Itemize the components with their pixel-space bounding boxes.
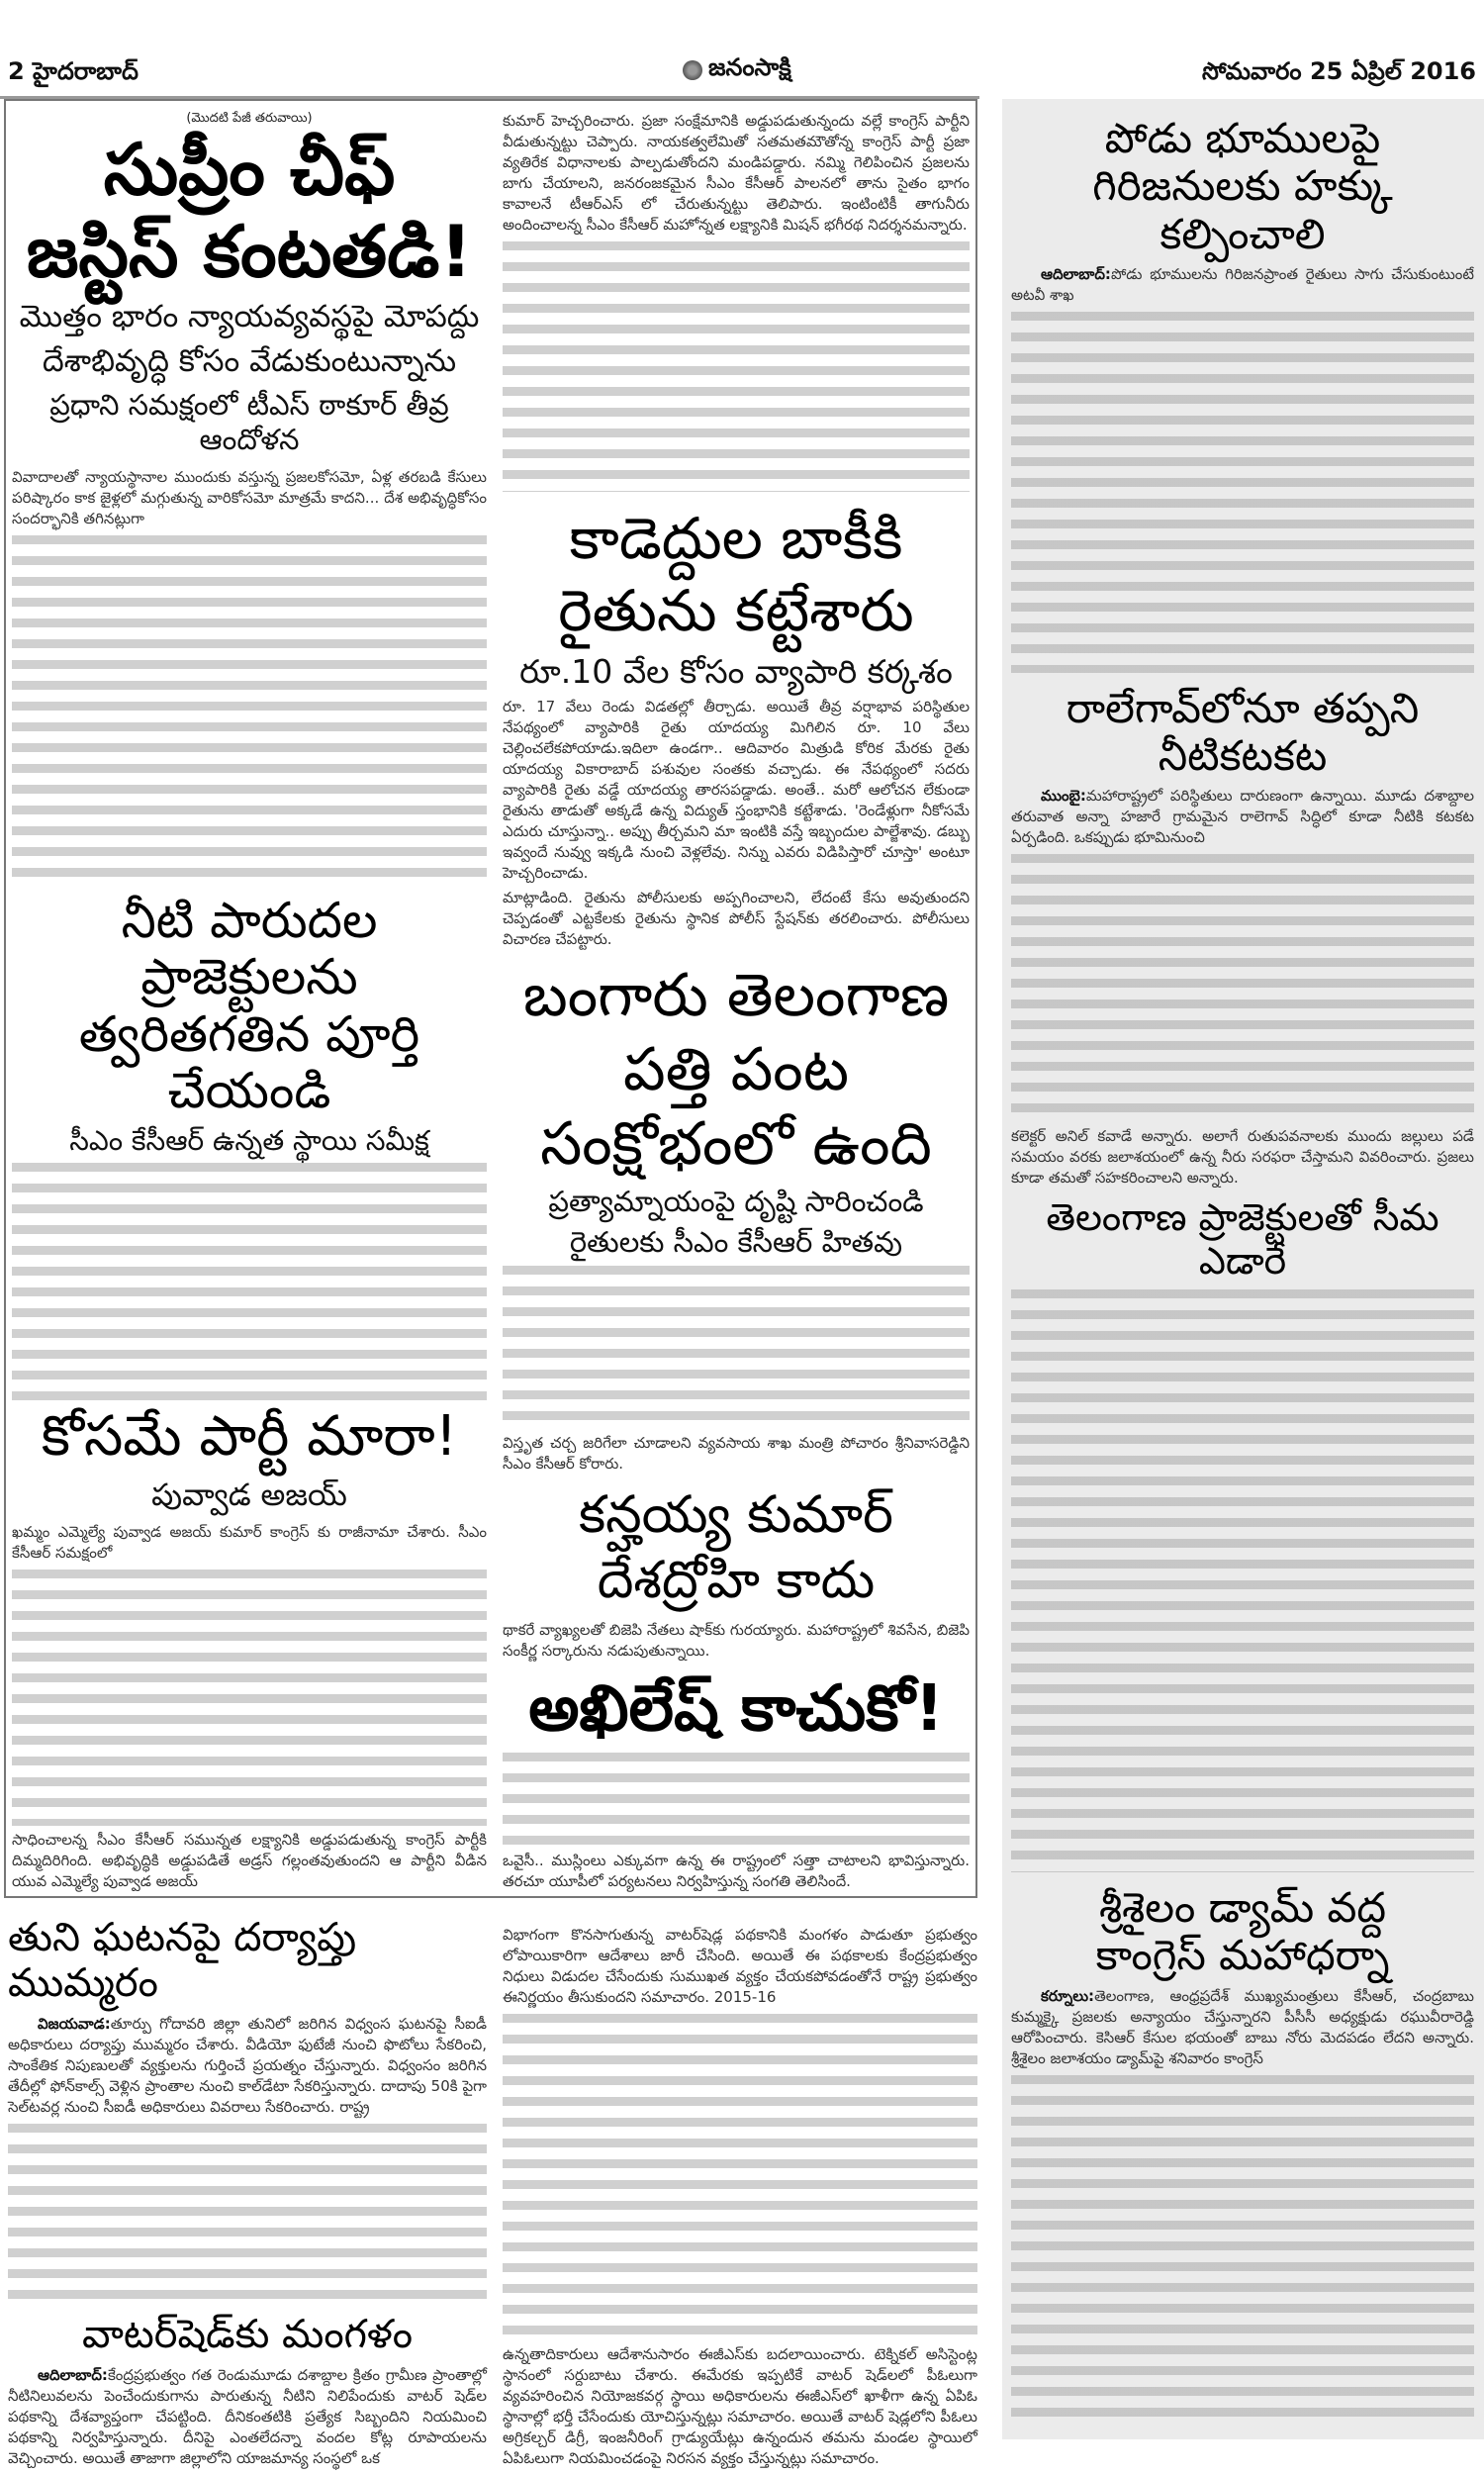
body-text: కేంద్రప్రభుత్వం గత రెండుమూడు దశాబ్దాల క్రితం గ్రామీణ ప్రాంతాల్లో నీటినిలువలను పెంచేందుకుగాను పారుతున్న నీటిని నిలిపేందుకు వాటర్ షెడ్‌ల పథకాన్ని దేశవ్యాప్తంగా చేపట్టింది. దీనికంతటికి ప్రత్యేక సిబ్బందిని నియమించి పథకాన్ని నిర్వహిస్తున్నారు. దీనిపై ఎంతలేదన్నా వందల కోట్ల రూపాయలను వెచ్చించారు. అయితే తాజాగా జిల్లాలోని యాజమాన్య సంస్థలో ఒక <box>8 2366 487 2467</box>
body-text: తెలంగాణ, ఆంధ్రప్రదేశ్ ముఖ్యమంత్రులు కేసీఆర్, చంద్రబాబు కుమ్మక్కై ప్రజలకు అన్యాయం చేస్తున్నారని పీసీసీ అధ్యక్షుడు రఘువీరారెడ్డి ఆరోపించారు. కెసిఆర్ కేసుల భయంతో బాబు నోరు మెదపడం లేదని అన్నారు. శ్రీశైలం జలాశయం డ్యామ్‌పై శనివారం కాంగ్రెస్ <box>1011 1986 1474 2067</box>
bottom-middle-column <box>503 1925 977 2469</box>
article-body: కుమార్ హెచ్చరించారు. ప్రజా సంక్షేమానికి అడ్డుపడుతున్నందు వల్లే కాంగ్రెస్ పార్టీని వీడుతున్నట్టు చెప్పారు. నాయకత్వలేమితో సతమతమౌతోన్న కాంగ్రెస్ పార్టీ ప్రజా వ్యతిరేక విధానాలకు పాల్పడుతోందని మండిపడ్డారు. నమ్మి గెలిపించిన ప్రజలను బాగు చేయాలని, జనరంజకమైన సీఎం కేసీఆర్ పాలనలో తాను సైతం భాగం కావాలనే టీఆర్ఎస్ లో చేరుతున్నట్టు తెలిపారు. ఇంటింటికీ తాగునీరు అందించాలన్న సీఎం కేసీఆర్ మహోన్నత లక్ష్యానికి మిషన్ భగీరథ నిదర్శనమన్నారు. <box>503 112 970 234</box>
headline: నీటి పారుదల ప్రాజెక్టులను <box>121 891 378 1006</box>
headline: రాలేగావ్‌లోనూ తప్పని నీటికటకట <box>1066 683 1420 780</box>
body-text-lines <box>1011 854 1474 1122</box>
headline: తెలంగాణ ప్రాజెక్టులతో సీమ ఎడారే <box>1046 1195 1439 1284</box>
article-body: రూ. 17 వేలు రెండు విడతల్లో తీర్చాడు. అయితే తీవ్ర వర్షాభావ పరిస్థితుల నేపథ్యంలో వ్యాపారికి రైతు యాదయ్య మిగిలిన రూ. 10 వేలు చెల్లించలేకపోయాడు.ఇదిలా ఉండగా.. ఆదివారం మిత్రుడి కోరిక మేరకు రైతు యాదయ్య వికారాబాద్ పశువుల సంతకు వచ్చాడు. ఈ నేపథ్యంలో సదరు వ్యాపారికి రైతు వడ్డే యాదయ్య తారసపడ్డాడు. అంతే.. మరో ఆలోచన లేకుండా రైతును తాడుతో అక్కడే ఉన్న విద్యుత్ స్తంభానికి కట్టేశాడు. 'రెండేళ్లుగా నీకోసమే ఎదురు చూస్తున్నా.. అప్పు తీర్చమని మా ఇంటికి వస్తే ఇబ్బందుల పాల్జేశావు. డబ్బు ఇవ్వందే నువ్వు ఇక్కడి నుంచి వెళ్లలేవు. నిన్ను ఎవరు విడిపిస్తారో చూస్తా' అంటూ హెచ్చరించాడు. <box>503 698 970 883</box>
article-body <box>1011 264 1474 306</box>
article-body-end: విస్తృత చర్చ జరిగేలా చూడాలని వ్యవసాయ శాఖ మంత్రి పోచారం శ్రీనివాసరెడ్డిని సీఎం కేసీఆర్ కోరారు. <box>503 1433 970 1473</box>
body-text-lines <box>8 2124 487 2308</box>
subheadline: రైతులకు సీఎం కేసీఆర్ హితవు <box>569 1225 903 1260</box>
article-body <box>1011 1986 1474 2069</box>
masthead-logo <box>683 53 791 87</box>
article-body: వివాదాలతో న్యాయస్థానాల ముందుకు వస్తున్న ప్రజలకోసమో, ఏళ్ల తరబడి కేసులు పరిష్కారం కాక జైళ్లలో మగ్గుతున్న వారికోసమో మాత్రమే కాదని... దేశ అభివృద్ధికోసం సందర్భానికి తగినట్లుగా <box>12 467 487 527</box>
article-body: థాకరే వ్యాఖ్యలతో బిజెపి నేతలు షాక్‌కు గురయ్యారు. మహారాష్ట్రలో శివసేన, బిజెపి సంకీర్ణ సర్కారును నడుపుతున్నాయి. <box>503 1621 970 1661</box>
sidebar-column <box>1011 115 1474 2430</box>
body-text-lines <box>503 2014 977 2340</box>
headline: కోసమే పార్టీ మారా! <box>41 1404 458 1470</box>
headline: సుప్రీం చీఫ్ <box>103 128 396 211</box>
subheadline: మొత్తం భారం న్యాయవ్యవస్థపై మోపద్దు <box>19 298 480 334</box>
article-body-end: ఒవైసీ.. ముస్లింలు ఎక్కువగా ఉన్న ఈ రాష్ట్రంలో సత్తా చాటాలని భావిస్తున్నారు. తరచూ యూపీలో పర్యటనలు నిర్వహిస్తున్న సంగతి తెలిసిందే. <box>503 1852 970 1890</box>
headline: కన్హయ్య కుమార్ <box>579 1484 893 1545</box>
subheadline: ప్రత్యామ్నాయంపై దృష్టి సారించండి <box>548 1185 924 1219</box>
article-body: ఖమ్మం ఎమ్మెల్యే పువ్వాడ అజయ్ కుమార్ కాంగ్రెస్ కు రాజీనామా చేశారు. సీఎం కేసీఆర్ సమక్షంలో <box>12 1523 487 1563</box>
continued-label: (మొదటి పేజీ తరువాయి) <box>186 111 313 126</box>
subheadline: పువ్వాడ అజయ్ <box>151 1476 347 1513</box>
article-body <box>8 2365 487 2469</box>
body-text-lines <box>12 1163 487 1401</box>
headline: త్వరితగతిన పూర్తి చేయండి <box>78 1004 420 1120</box>
article-body-end: సాధించాలన్న సీఎం కేసీఆర్ సమున్నత లక్ష్యానికి అడ్డుపడుతున్న కాంగ్రెస్ పార్టీకి దిమ్మదిరిగింది. అభివృద్ధికి అడ్డుపడితే అడ్రస్ గల్లంతవుతుందని ఆ పార్టీని వీడిన యువ ఎమ్మెల్యే పువ్వాడ అజయ్ <box>12 1831 487 1890</box>
article-body <box>8 2014 487 2118</box>
headline: రైతును కట్టేశారు <box>558 577 914 645</box>
dateline: ముంబై: <box>1041 787 1086 806</box>
body-text-lines <box>1011 2075 1474 2426</box>
dateline: కర్నూలు: <box>1041 1986 1095 2005</box>
page-section-label: 2 హైదరాబాద్ <box>8 57 139 85</box>
article-body-end: ఉన్నతాదికారులు ఆదేశానుసారం ఈజీఎస్‌కు బదలాయించారు. టెక్నికల్ అసిస్టెంట్ల స్థానంలో సర్దుబాటు చేశారు. ఈమేరకు ఇప్పటికే వాటర్ షెడ్‌లలో పీఓలుగా వ్యవహరించిన నియోజకవర్గ స్థాయి అధికారులను ఈజీఎస్‌లో ఖాళీగా ఉన్న ఏపిఓ స్థానాల్లో భర్తీ చేసేందుకు యోచిస్తున్నట్లు సమాచారం. అయితే వాటర్ షెడ్లలోని పీఓలు అగ్రికల్చర్ డిగ్రీ, ఇంజనీరింగ్ గ్రాడ్యుయేట్లు ఉన్నందున తమను మండల స్థాయిలో ఏపిఓలుగా నియమించడంపై నిరసన వ్యక్తం చేస్తున్నట్లు సమాచారం. <box>503 2345 977 2467</box>
left-column <box>12 111 487 1892</box>
body-text-lines <box>12 535 487 889</box>
body-text-lines <box>503 1266 970 1429</box>
body-text-lines <box>12 1570 487 1826</box>
subheadline: సీఎం కేసీఆర్ ఉన్నత స్థాయి సమీక్ష <box>69 1123 429 1157</box>
headline: తుని ఘటనపై దర్యాప్తు ముమ్మరం <box>8 1915 357 2006</box>
headline: జస్టిస్ కంటతడి! <box>26 209 473 293</box>
headline: పత్తి పంట <box>622 1035 850 1105</box>
logo-icon <box>683 60 702 80</box>
issue-date: సోమవారం 25 ఏప్రిల్ 2016 <box>1201 57 1476 85</box>
headline: కాడెద్దుల బాకీకి <box>569 505 903 573</box>
headline: సంక్షోభంలో ఉంది <box>540 1109 932 1180</box>
body-text-lines <box>1011 312 1474 673</box>
headline: అఖిలేష్ కాచుకో! <box>528 1672 944 1747</box>
body-text: తూర్పు గోదావరి జిల్లా తునిలో జరిగిన విధ్వంస ఘటనపై సీఐడీ అధికారులు దర్యాప్తు ముమ్మరం చేశారు. వీడియో ఫుటేజీ నుంచి ఫొటోలు సేకరించి, సాంకేతిక నిపుణులతో వ్యక్తులను గుర్తించే ప్రయత్నం చేస్తున్నారు. విధ్వంసం జరిగిన తేదీల్లో ఫోన్‌కాల్స్ వెళ్లిన ప్రాంతాల నుంచి కాల్‌డేటా సేకరిస్తున్నారు. దాదాపు 50కి పైగా సెల్‌టవర్ల నుంచి సీఐడీ అధికారులు వివరాలు సేకరించారు. రాష్ట్ర <box>8 2015 487 2116</box>
subheadline: రూ.10 వేల కోసం వ్యాపారి కర్కశం <box>519 651 953 691</box>
logo-text: జనంసాక్షి <box>708 53 791 81</box>
article-body <box>1011 786 1474 848</box>
subheadline: ప్రధాని సమక్షంలో టీఎస్ ఠాకూర్ తీవ్ర ఆందోళన <box>49 387 449 456</box>
middle-column <box>503 111 970 1892</box>
headline: కాంగ్రెస్ మహాధర్నా <box>1095 1931 1390 1980</box>
headline: శ్రీశైలం డ్యామ్ వద్ద <box>1099 1883 1386 1933</box>
body-text: మహారాష్ట్రలో పరిస్థితులు దారుణంగా ఉన్నాయి. మూడు దశాబ్దాల తరువాత అన్నా హజారే గ్రామమైన రాలెగావ్ సిద్ధిలో కూడా నీటికి కటకట ఏర్పడింది. ఒకప్పుడు భూమినుంచి <box>1011 787 1474 847</box>
body-text-lines <box>503 1753 970 1847</box>
bottom-left-column <box>8 1915 487 2469</box>
article-body: విభాగంగా కొనసాగుతున్న వాటర్‌షెడ్ల పథకానికి మంగళం పాడుతూ ప్రభుత్వం లోపాయికారిగా ఆదేశాలు జారీ చేసింది. అయితే ఈ పథకాలకు కేంద్రప్రభుత్వం నిధులు విడుదల చేసేందుకు సుముఖత వ్యక్తం చేయకపోవడంతోనే రాష్ట్ర ప్రభుత్వం ఈనిర్ణయం తీసుకుందని సమాచారం. 2015-16 <box>503 1926 977 2006</box>
body-text-lines <box>503 241 970 492</box>
headline: దేశద్రోహి కాదు <box>597 1550 876 1610</box>
article-body-end: మాట్లాడింది. రైతును పోలీసులకు అప్పగించాలని, లేదంటే కేసు అవుతుందని చెప్పడంతో ఎట్టకేలకు రైతును స్థానిక పోలీస్ స్టేషన్‌కు తరలించారు. పోలీసులు విచారణ చేపట్టారు. <box>503 889 970 949</box>
headline: వాటర్‌షెడ్‌కు మంగళం <box>81 2312 414 2357</box>
headline: పోడు భూములపై <box>1104 114 1381 162</box>
dateline: విజయవాడ: <box>38 2015 111 2033</box>
article-body-end: కలెక్టర్ అనిల్ కవాడే అన్నారు. అలాగే రుతుపవనాలకు ముందు జల్లులు పడే సమయం వరకు జలాశయంలో ఉన్న నీరు సరఫరా చేస్తామని వివరించారు. ప్రజలు కూడా తమతో సహకరించాలని అన్నారు. <box>1011 1127 1474 1188</box>
headline: బంగారు తెలంగాణ <box>522 961 950 1031</box>
dateline: ఆదిలాబాద్: <box>38 2366 108 2384</box>
dateline: ఆదిలాబాద్: <box>1041 264 1111 283</box>
headline: గిరిజనులకు హక్కు కల్పించాలి <box>1092 161 1393 258</box>
subheadline: దేశాభివృద్ధి కోసం వేడుకుంటున్నాను <box>42 342 457 379</box>
body-text-lines <box>1011 1289 1474 1872</box>
body-text: పోడు భూములను గిరిజనప్రాంత రైతులు సాగు చేసుకుంటుంటే అటవీ శాఖ <box>1011 264 1474 304</box>
